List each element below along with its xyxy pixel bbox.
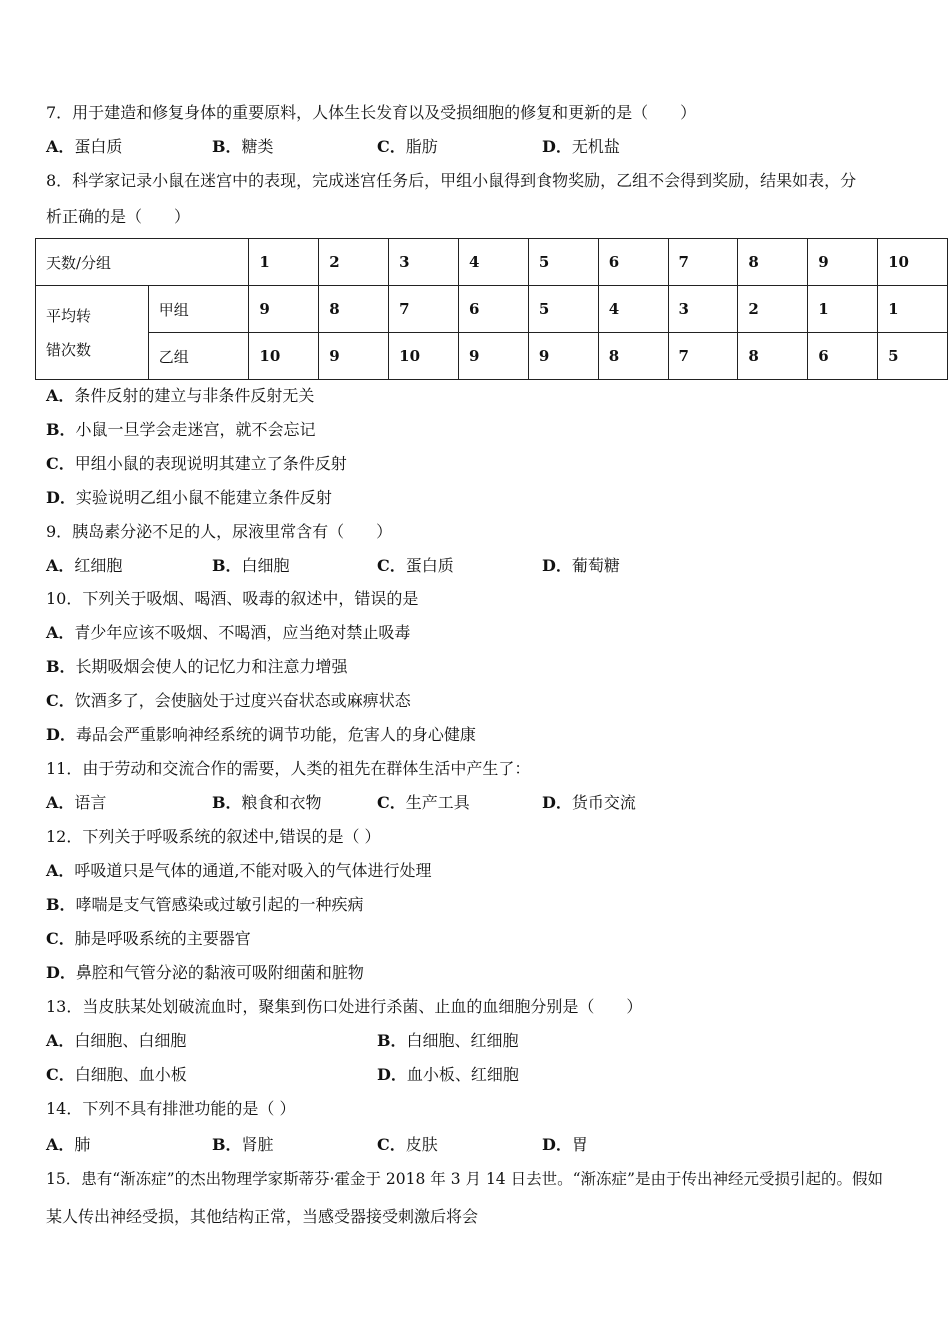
- value-cell: 2: [738, 286, 808, 333]
- value-cell: 8: [738, 333, 808, 380]
- q12-option-d: D．鼻腔和气管分泌的黏液可吸附细菌和脏物: [46, 963, 364, 982]
- q11-option-c: C．生产工具: [377, 793, 470, 812]
- q8-stem-line1: 8．科学家记录小鼠在迷宫中的表现，完成迷宫任务后，甲组小鼠得到食物奖励，乙组不会得到奖励，结果如表，分: [46, 171, 857, 190]
- q10-option-b: B．长期吸烟会使人的记忆力和注意力增强: [46, 657, 348, 676]
- table-header-row: [36, 239, 948, 286]
- q11-stem: 11．由于劳动和交流合作的需要，人类的祖先在群体生活中产生了：: [46, 759, 531, 778]
- q10-stem: 10．下列关于吸烟、喝酒、吸毒的叙述中，错误的是: [46, 589, 419, 608]
- day-cell: 6: [598, 239, 668, 286]
- q8-option-d: D．实验说明乙组小鼠不能建立条件反射: [46, 488, 332, 507]
- table-row-group-b: [36, 333, 948, 380]
- q9-option-c: C．蛋白质: [377, 556, 454, 575]
- q13-stem: 13．当皮肤某处划破流血时，聚集到伤口处进行杀菌、止血的血细胞分别是（ ）: [46, 997, 643, 1016]
- q8-option-b: B．小鼠一旦学会走迷宫，就不会忘记: [46, 420, 316, 439]
- day-cell: 4: [459, 239, 529, 286]
- day-cell: 1: [249, 239, 319, 286]
- value-cell: 4: [598, 286, 668, 333]
- value-cell: 10: [389, 333, 459, 380]
- q15-stem-line1: 15．患有“渐冻症”的杰出物理学家斯蒂芬·霍金于 2018 年 3 月 14 日去世。“渐冻症”是由于传出神经元受损引起的。假如: [46, 1170, 883, 1188]
- q13-option-b: B．白细胞、红细胞: [377, 1031, 519, 1050]
- day-cell: 9: [808, 239, 878, 286]
- day-cell: 5: [528, 239, 598, 286]
- q14-option-d: D．胃: [542, 1135, 588, 1154]
- q11-option-d: D．货币交流: [542, 793, 636, 812]
- q10-option-d: D．毒品会严重影响神经系统的调节功能，危害人的身心健康: [46, 725, 476, 744]
- value-cell: 1: [878, 286, 948, 333]
- value-cell: 9: [528, 333, 598, 380]
- q9-option-b: B．白细胞: [212, 556, 290, 575]
- q7-option-a: A．蛋白质: [46, 137, 123, 156]
- q15-stem-line2: 某人传出神经受损，其他结构正常，当感受器接受刺激后将会: [46, 1207, 479, 1226]
- q12-option-c: C．肺是呼吸系统的主要器官: [46, 929, 251, 948]
- day-cell: 10: [878, 239, 948, 286]
- q8-data-table: [35, 238, 948, 380]
- value-cell: 9: [319, 333, 389, 380]
- table-row-group-a: [36, 286, 948, 333]
- value-cell: 3: [668, 286, 738, 333]
- row-label-line2: 错次数: [46, 340, 92, 359]
- value-cell: 10: [249, 333, 319, 380]
- q9-option-d: D．葡萄糖: [542, 556, 620, 575]
- q10-option-a: A．青少年应该不吸烟、不喝酒，应当绝对禁止吸毒: [46, 623, 411, 642]
- row-label-line1: 平均转: [46, 306, 92, 325]
- value-cell: 7: [389, 286, 459, 333]
- header-label-cell: 天数/分组: [36, 239, 249, 286]
- value-cell: 5: [878, 333, 948, 380]
- value-cell: 1: [808, 286, 878, 333]
- q8-stem-line2: 析正确的是（ ）: [46, 207, 191, 226]
- value-cell: 5: [528, 286, 598, 333]
- q8-option-c: C．甲组小鼠的表现说明其建立了条件反射: [46, 454, 347, 473]
- q13-option-d: D．血小板、红细胞: [377, 1065, 519, 1084]
- q12-option-b: B．哮喘是支气管感染或过敏引起的一种疾病: [46, 895, 364, 914]
- value-cell: 7: [668, 333, 738, 380]
- q9-option-a: A．红细胞: [46, 556, 123, 575]
- q11-option-a: A．语言: [46, 793, 107, 812]
- q7-option-c: C．脂肪: [377, 137, 438, 156]
- day-cell: 7: [668, 239, 738, 286]
- q10-option-c: C．饮酒多了，会使脑处于过度兴奋状态或麻痹状态: [46, 691, 411, 710]
- day-cell: 2: [319, 239, 389, 286]
- value-cell: 6: [459, 286, 529, 333]
- value-cell: 6: [808, 333, 878, 380]
- q14-option-b: B．肾脏: [212, 1135, 274, 1154]
- q7-stem: 7．用于建造和修复身体的重要原料，人体生长发育以及受损细胞的修复和更新的是（ ）: [46, 103, 697, 122]
- day-cell: 3: [389, 239, 459, 286]
- q14-option-a: A．肺: [46, 1135, 91, 1154]
- q11-option-b: B．粮食和衣物: [212, 793, 322, 812]
- q13-option-a: A．白细胞、白细胞: [46, 1031, 187, 1050]
- q14-option-c: C．皮肤: [377, 1135, 438, 1154]
- q14-stem: 14．下列不具有排泄功能的是（ ）: [46, 1099, 296, 1118]
- row-label-cell: [36, 286, 149, 380]
- day-cell: 8: [738, 239, 808, 286]
- q8-option-a: A．条件反射的建立与非条件反射无关: [46, 386, 315, 405]
- q9-stem: 9．胰岛素分泌不足的人，尿液里常含有（ ）: [46, 522, 393, 541]
- group-name-cell: 乙组: [148, 333, 249, 380]
- group-name-cell: 甲组: [148, 286, 249, 333]
- value-cell: 9: [249, 286, 319, 333]
- q12-stem: 12．下列关于呼吸系统的叙述中,错误的是（ ）: [46, 827, 381, 846]
- value-cell: 8: [598, 333, 668, 380]
- q7-option-b: B．糖类: [212, 137, 274, 156]
- value-cell: 8: [319, 286, 389, 333]
- q13-option-c: C．白细胞、血小板: [46, 1065, 187, 1084]
- value-cell: 9: [459, 333, 529, 380]
- q12-option-a: A．呼吸道只是气体的通道,不能对吸入的气体进行处理: [46, 861, 432, 880]
- q7-option-d: D．无机盐: [542, 137, 620, 156]
